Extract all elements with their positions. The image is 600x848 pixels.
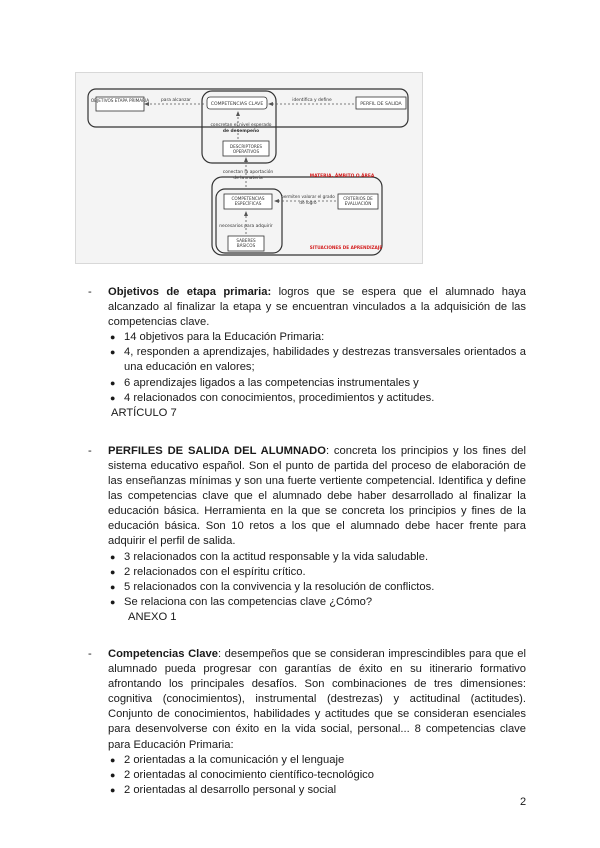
list-item: ● 14 objetivos para la Educación Primaria: [110,331,325,344]
list-item: ● 4, responden a aprendizajes, habilidades y destrezas transversales orientados a una educación en valores; [110,346,526,374]
paragraph-objetivos [108,285,526,330]
label-situaciones: SITUACIONES DE APRENDIZAJE [309,245,383,250]
label-necesarios: necesarios para adquirir [219,224,273,229]
label-saberes: SABERES [236,238,256,243]
list-objetivos [88,330,526,405]
page-number: 2 [520,796,527,808]
concept-diagram [75,72,423,264]
list-perfiles [88,550,526,610]
diagram-svg [76,73,422,263]
label-especificas: ESPECÍFICAS [234,201,262,206]
label-permiten-valorar: permiten valorar el grado [281,194,335,199]
section-perfiles [88,444,526,550]
label-de-logro: de logro [299,200,317,205]
paragraph-perfiles [108,444,526,550]
label-criterios: CRITERIOS DE [343,196,373,201]
section-title-competencias: Competencias Clave [108,647,218,660]
label-descriptores: DESCRIPTORES [229,144,263,149]
label-basicos: BÁSICOS [236,243,256,248]
label-competencias-clave: COMPETENCIAS CLAVE [210,102,264,107]
dash-marker: - [88,444,92,457]
section-competencias [88,647,526,753]
label-de-la-materia: de la materia [233,176,263,181]
paragraph-competencias [108,647,526,753]
list-item: ● 4 relacionados con conocimientos, procedimientos y actitudes. [110,391,435,404]
section-text-competencias: : desempeños que se consideran imprescindibles para que el alumnado pueda progresar con garantías de éxito en su itinerario formativo afrontando los principales desafíos. Son combinaciones de tres dimensiones: cognitiva (conocimientos), instrumental (destrezas) y actitudinal (actitudes). Conjunto de conocimientos, habilidades y actitudes que se consideran esenciales para desenvolverse con éxito en la vida social, personal... 8 competencias clave para Educación Primaria: [108,647,526,751]
label-nivel-esperado: concretan el nivel esperado [210,123,272,128]
section-text-perfiles: : concreta los principios y los fines del sistema educativo español. Son el punto de partida del proceso de elaboración de las enseñanzas mínimas y son una fuerte vertiente competencial. Identifica y define las competencias clave que el alumnado debe haber desarrollado al finalizar la educación básica. Herramienta en la que se concreta los principios y fines de la educación básica. Son 10 retos a los que el alumnado debe hacer frente para adquirir el perfil de salida. [108,444,526,548]
label-identifica-define: identifica y define [292,98,332,103]
section-objetivos [88,285,526,330]
section-title-objetivos: Objetivos de etapa primaria: [108,286,272,298]
list-item: ● 2 orientadas a la comunicación y el lenguaje [110,753,345,766]
list-item: ● 2 relacionados con el espíritu crítico. [110,565,306,578]
note-articulo: ARTÍCULO 7 [111,406,177,419]
document-body [88,285,526,798]
label-operativos: OPERATIVOS [232,149,260,154]
label-competencias-esp: COMPETENCIAS [231,196,265,201]
label-de-desempeno: de desempeño [222,129,260,134]
list-item: ● 6 aprendizajes ligados a las competencias instrumentales y [110,376,419,389]
list-item: ● 2 orientadas al desarrollo personal y social [110,783,337,796]
label-perfil-salida: PERFIL DE SALIDA [360,102,402,107]
label-materia-ambito: MATERIA, ÁMBITO O ÁREA [309,174,375,179]
note-anexo: ANEXO 1 [128,610,177,623]
label-objetivos-etapa: OBJETIVOS ETAPA PRIMARIA [90,98,150,103]
label-evaluacion: EVALUACIÓN [344,201,372,206]
dash-marker: - [88,286,92,298]
label-para-alcanzar: para alcanzar [161,98,191,103]
label-conectan: conectan la aportación [222,170,274,175]
list-item: ● 5 relacionados con la convivencia y la resolución de conflictos. [110,580,435,593]
list-competencias [88,753,526,798]
list-item: ● Se relaciona con las competencias clave ¿Cómo? [110,595,373,608]
list-item: ● 3 relacionados con la actitud responsable y la vida saludable. [110,550,429,563]
section-text-objetivos: logros que se espera que el alumnado haya alcanzado al finalizar la etapa y se encuentran vinculados a la adquisición de las competencias clave. [108,286,527,329]
dash-marker: - [88,647,92,660]
section-title-perfiles: PERFILES DE SALIDA DEL ALUMNADO [108,444,326,457]
list-item: ● 2 orientadas al conocimiento científico-tecnológico [110,768,374,781]
